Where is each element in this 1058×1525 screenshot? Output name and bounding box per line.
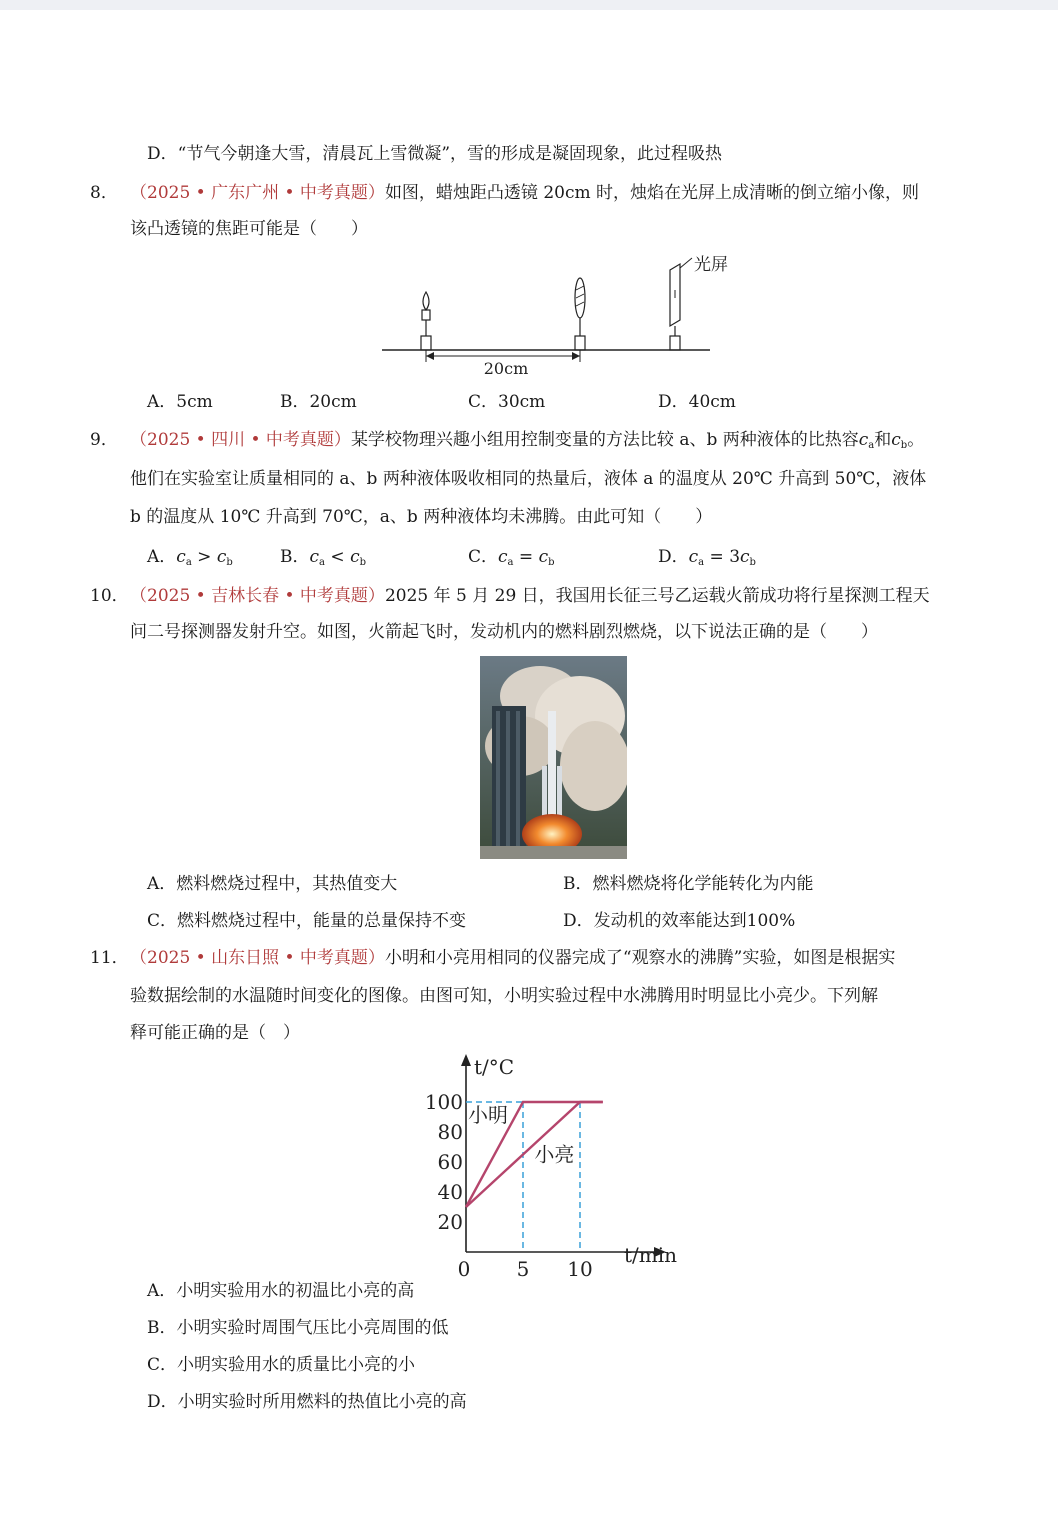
x-tick-label: 5 (516, 1257, 530, 1278)
x-tick-label: 0 (457, 1257, 471, 1278)
y-axis-label: t/°C (474, 1055, 515, 1079)
y-tick-label: 100 (424, 1090, 463, 1114)
q8-number: 8． (90, 183, 118, 203)
x-axis-label: t/min (624, 1243, 678, 1267)
x-tick-label: 10 (567, 1257, 593, 1278)
q11-stem-line3: 释可能正确的是（ ） (130, 1023, 300, 1043)
q10-text1: 2025 年 5 月 29 日，我国用长征三号乙运载火箭成功将行星探测工程天 (384, 586, 930, 606)
q8-stem-line2: 该凸透镜的焦距可能是（ ） (130, 219, 368, 239)
q11-option-d: D．小明实验时所用燃料的热值比小亮的高 (147, 1392, 467, 1412)
rocket-launch-photo (480, 656, 627, 859)
q11-stem-line1 (130, 946, 895, 970)
q9-stem-line2: 他们在实验室让质量相同的 a、b 两种液体吸收相同的热量后，液体 a 的温度从 20℃ 升高到 50℃，液体 (130, 469, 927, 489)
q8-stem-line1 (130, 181, 919, 205)
lens-icon (575, 278, 585, 350)
q8-option-c: C．30cm (468, 392, 546, 412)
q8-text1: 如图，蜡烛距凸透镜 20cm 时，烛焰在光屏上成清晰的倒立缩小像，则 (384, 183, 920, 203)
top-bar (0, 0, 1058, 10)
q10-option-a: A．燃料燃烧过程中，其热值变大 (147, 874, 398, 894)
q10-source: （2025 • 吉林长春 • 中考真题） (130, 586, 385, 606)
q10-option-b: B．燃料燃烧将化学能转化为内能 (563, 874, 814, 894)
lens-figure (370, 250, 740, 380)
distance-label: 20cm (483, 359, 529, 378)
q11-text1: 小明和小亮用相同的仪器完成了“观察水的沸腾”实验，如图是根据实 (384, 948, 896, 968)
q9-stem-line3: b 的温度从 10℃ 升高到 70℃，a、b 两种液体均未沸腾。由此可知（ ） (130, 507, 713, 527)
screen-icon (670, 258, 692, 350)
q10-option-d: D．发动机的效率能达到100% (563, 911, 796, 931)
q8-option-a: A．5cm (147, 392, 213, 412)
q9-stem-line1: （2025 • 四川 • 中考真题）某学校物理兴趣小组用控制变量的方法比较 a、b 两种液体的比热容$c_a$和$c_b$。 (130, 430, 925, 451)
q9-option-d: D．$c_a = 3c_b$ (658, 547, 756, 568)
q9-source: （2025 • 四川 • 中考真题） (130, 430, 351, 450)
q11-stem-line2: 验数据绘制的水温随时间变化的图像。由图可知，小明实验过程中水沸腾用时明显比小亮少。下列解 (130, 986, 878, 1006)
q9-number: 9． (90, 430, 118, 450)
screen-label: 光屏 (694, 255, 728, 275)
q10-stem-line2: 问二号探测器发射升空。如图，火箭起飞时，发动机内的燃料剧烈燃烧，以下说法正确的是（ ） (130, 622, 878, 642)
q11-number: 11． (90, 948, 129, 968)
y-tick-label: 60 (437, 1150, 463, 1174)
candle-icon (421, 292, 431, 350)
series-label-xiaoming: 小明 (468, 1103, 508, 1127)
q11-option-a: A．小明实验用水的初温比小亮的高 (147, 1281, 415, 1301)
q8-option-d: D．40cm (658, 392, 736, 412)
q10-option-c: C．燃料燃烧过程中，能量的总量保持不变 (147, 911, 467, 931)
q10-stem-line1 (130, 584, 930, 608)
q9-option-a: A．$c_a > c_b$ (147, 547, 233, 568)
q9-option-c: C．$c_a = c_b$ (468, 547, 555, 568)
temperature-time-chart (410, 1048, 700, 1278)
q11-source: （2025 • 山东日照 • 中考真题） (130, 948, 385, 968)
q9-option-b: B．$c_a < c_b$ (280, 547, 366, 568)
q10-number: 10． (90, 586, 129, 606)
y-tick-label: 20 (437, 1210, 463, 1234)
y-axis-arrow (461, 1054, 471, 1066)
q8-option-b: B．20cm (280, 392, 357, 412)
q7-option-d: D．“节气今朝逢大雪，清晨瓦上雪微凝”，雪的形成是凝固现象，此过程吸热 (147, 144, 723, 164)
q11-option-c: C．小明实验用水的质量比小亮的小 (147, 1355, 416, 1375)
series-label-xiaoliang: 小亮 (534, 1142, 575, 1167)
y-tick-label: 80 (437, 1120, 463, 1144)
q8-source: （2025 • 广东广州 • 中考真题） (130, 183, 385, 203)
q9-text1: 某学校物理兴趣小组用控制变量的方法比较 a、b 两种液体的比热容 (350, 430, 859, 450)
q11-option-b: B．小明实验时周围气压比小亮周围的低 (147, 1318, 449, 1338)
y-tick-label: 40 (437, 1180, 463, 1204)
